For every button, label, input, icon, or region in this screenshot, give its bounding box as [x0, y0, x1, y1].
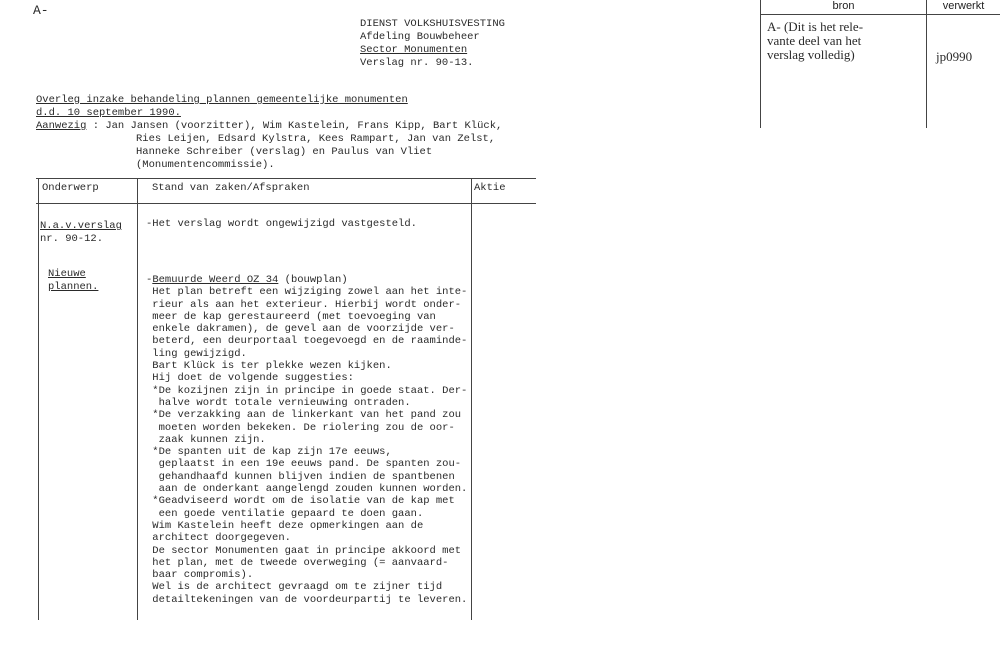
present-line: Ries Leijen, Edsard Kylstra, Kees Rampart, Jan van Zelst, — [136, 133, 496, 145]
source-box-divider — [926, 0, 927, 128]
present-line: (Monumentencommissie). — [136, 159, 275, 171]
plan-text-line: Hij doet de volgende suggesties: — [146, 372, 354, 385]
plan-text-line: detailtekeningen van de voordeurpartij te leveren. — [146, 593, 468, 606]
plan-text-line: meer de kap gerestaureerd (met toevoeging van — [146, 310, 436, 323]
plan-text-line: moeten worden bekeken. De riolering zou de oor- — [146, 421, 455, 434]
division-name: Afdeling Bouwbeheer — [360, 31, 480, 43]
table-row-text: -Bemuurde Weerd OZ 34 (bouwplan) Het plan betreft een wijziging zowel aan het inte- rieur als aan het exterieur. Hierbij wordt onder- meer de kap gerestaureerd (met toevoeging van enkele dakramen), de gevel aan de voorzijde ver- beterd, een deurportaal toegevoegd en de raaminde- ling gewijzigd. Bart Klück is ter plekke wezen kijken. Hij doet de volgende suggesties: *De kozijnen zijn in principe in goede staat. Der- halve wordt totale vernieuwing ontraden. *De verzakking aan de linkerkant van het pand zou moeten worden bekeken. De riolering zou de oor- zaak kunnen zijn. *De spanten uit de kap zijn 17e eeuws, geplaatst in een 19e eeuws pand. De spanten zou- gehandhaafd kunnen blijven indien de spantbenen aan de onderkant aangelengd zouden kunnen worden. *Geadviseerd wordt om de isolatie van de kap met een goede ventilatie gepaard te doen gaan. Wim Kastelein heeft deze opmerkingen aan de architect doorgegeven. De sector Monumenten gaat in principe akkoord met het plan, met de tweede overweging (= aanvaard- baar compromis). Wel is de architect gevraagd om te zijner tijd detailtekeningen van de voordeurpartij te leveren. — [146, 274, 468, 606]
plan-text-line: beterd, een deurportaal toegevoegd en de raaminde- — [146, 335, 468, 348]
bron-header: bron — [832, 0, 855, 12]
plan-heading-suffix: (bouwplan) — [278, 274, 348, 286]
bron-line: vante deel van het — [767, 33, 862, 48]
subject-line: plannen. — [48, 281, 99, 293]
table-column-divider — [137, 178, 138, 620]
letterhead — [360, 18, 505, 70]
plan-text-line: Bart Klück is ter plekke wezen kijken. — [146, 360, 392, 373]
plan-text-line: architect doorgegeven. — [146, 532, 291, 545]
subject-line: nr. 90-12. — [40, 233, 104, 245]
plan-text-line: Wel is de architect gevraagd om te zijner tijd — [146, 581, 443, 594]
plan-text-line: gehandhaafd kunnen blijven indien de spantbenen — [146, 470, 455, 483]
plan-text — [146, 286, 467, 606]
table-row-text: -Het verslag wordt ongewijzigd vastgesteld. — [146, 218, 417, 230]
column-header-action: Aktie — [474, 182, 506, 194]
verwerkt-value: jp0990 — [936, 49, 973, 64]
bron-line: A- (Dit is het rele- — [767, 19, 864, 34]
report-number: Verslag nr. 90-13. — [360, 57, 474, 69]
source-box-header-divider — [760, 14, 1000, 15]
table-column-divider — [471, 178, 472, 620]
present-line: : Jan Jansen (voorzitter), Wim Kastelein, Frans Kipp, Bart Klück, — [86, 120, 503, 132]
present-line: Hanneke Schreiber (verslag) en Paulus van Vliet — [136, 146, 433, 158]
plan-text-line: rieur als aan het exterieur. Hierbij wordt onder- — [146, 298, 462, 311]
plan-text-line: ling gewijzigd. — [146, 347, 247, 360]
plan-text-line: zaak kunnen zijn. — [146, 433, 266, 446]
table-row-subject — [40, 220, 122, 246]
bron-text — [767, 20, 863, 62]
table-header-divider — [36, 203, 536, 204]
present-label: Aanwezig — [36, 120, 87, 132]
table-left-border — [38, 178, 39, 620]
plan-text-line: *Geadviseerd wordt om de isolatie van de kap met — [146, 495, 455, 508]
subject-line: Nieuwe — [48, 268, 86, 280]
plan-text-line: *De kozijnen zijn in principe in goede staat. Der- — [146, 384, 468, 397]
plan-text-line: aan de onderkant aangelengd zouden kunnen worden. — [146, 483, 468, 496]
meeting-date: d.d. 10 september 1990. — [36, 107, 181, 119]
plan-text-line: Het plan betreft een wijziging zowel aan het inte- — [146, 286, 468, 299]
column-header-subject: Onderwerp — [42, 182, 99, 194]
plan-text-line: geplaatst in een 19e eeuws pand. De spanten zou- — [146, 458, 462, 471]
corner-mark: A- — [33, 3, 49, 18]
table-row-subject — [48, 268, 98, 294]
plan-text-line: Wim Kastelein heeft deze opmerkingen aan de — [146, 519, 424, 532]
plan-text-line: halve wordt totale vernieuwing ontraden. — [146, 396, 411, 409]
sector-name: Sector Monumenten — [360, 44, 468, 56]
meeting-title: Overleg inzake behandeling plannen gemeentelijke monumenten — [36, 94, 408, 106]
plan-heading: Bemuurde Weerd OZ 34 — [152, 274, 279, 286]
subject-line: N.a.v.verslag — [40, 220, 122, 232]
plan-text-line: een goede ventilatie gepaard te doen gaan. — [146, 507, 424, 520]
bron-line: verslag volledig) — [767, 47, 855, 62]
verwerkt-header: verwerkt — [942, 0, 985, 12]
column-header-status: Stand van zaken/Afspraken — [152, 182, 310, 194]
plan-text-line: *De verzakking aan de linkerkant van het pand zou — [146, 409, 462, 422]
table-top-border — [36, 178, 536, 179]
plan-text-line: *De spanten uit de kap zijn 17e eeuws, — [146, 446, 392, 459]
plan-text-line: enkele dakramen), de gevel aan de voorzijde ver- — [146, 323, 455, 336]
dept-name: DIENST VOLKSHUISVESTING — [360, 18, 505, 30]
plan-text-line: baar compromis). — [146, 569, 254, 582]
plan-text-line: het plan, met de tweede overweging (= aanvaard- — [146, 556, 449, 569]
source-box-left-border — [760, 0, 761, 128]
meeting-info — [36, 94, 502, 172]
plan-text-line: De sector Monumenten gaat in principe akkoord met — [146, 544, 462, 557]
